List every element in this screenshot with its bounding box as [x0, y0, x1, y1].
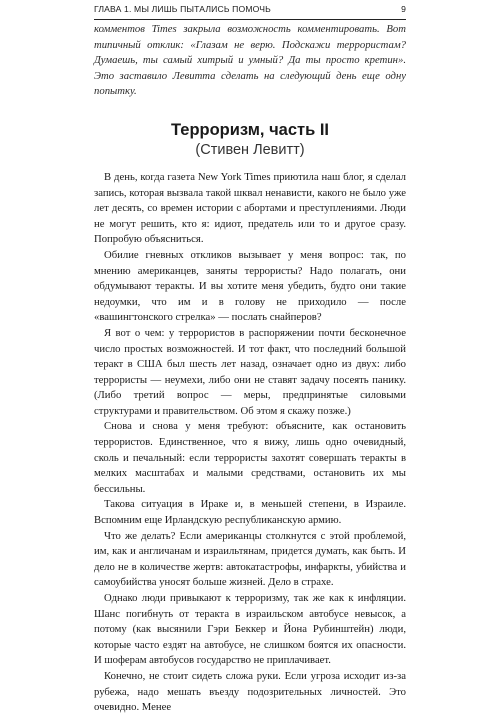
intro-paragraph: комментов Times закрыла возможность комментировать. Вот типичный отклик: «Глазам не верю. Подскажи террористам? Думаешь, ты самый хитрый и умный? Да ты просто кретин». Это заставило Левитта сделать на следующий день еще одну попытку.: [94, 23, 406, 98]
section-spacer: [94, 100, 406, 121]
paragraph: В день, когда газета New York Times приютила наш блог, я сделал запись, которая вызвала такой шквал ненависти, какого не было уже лет десять, со времен истории с абортами и преступлениями. Люди не могут решить, кто я: идиот, предатель или то и другое сразу. Попробую объясниться.: [94, 170, 406, 246]
paragraph: Я вот о чем: у террористов в распоряжении почти бесконечное число простых возможностей. И тот факт, что последний большой теракт в США был шесть лет назад, означает одно из двух: либо террористы — неумехи, либо они не ставят задачу посеять панику. (Либо третий вопрос — меры, предпринятые силовыми структурами и правительством. Об этом я скажу позже.): [94, 326, 406, 417]
page-number: 9: [401, 4, 406, 14]
paragraph: Однако люди привыкают к терроризму, так же как к инфляции. Шанс погибнуть от теракта в израильском автобусе невысок, а потому (как высянили Гэри Беккер и Йона Рубинштейн) люди, которые часто ездят на автобусе, не слишком боятся их опасности. И шоферам автобусов государство не приплачивает.: [94, 592, 406, 667]
chapter-title: ГЛАВА 1. МЫ ЛИШЬ ПЫТАЛИСЬ ПОМОЧЬ: [94, 4, 271, 14]
running-header: [94, 4, 406, 18]
paragraph: Что же делать? Если американцы столкнутся с этой проблемой, им, как и англичанам и израильтянам, придется думать, как быть. И дело не в количестве жертв: автокатастрофы, инфаркты, убийства и самоубийства уносят больше жизней. Дело в страхе.: [94, 529, 406, 589]
header-rule: [94, 19, 406, 20]
paragraph: Снова и снова у меня требуют: объясните, как остановить террористов. Единственное, что я вижу, лишь одно очевидный, сколь и печальный: если террористы захотят совершать теракты в мелких масштабах и малыми средствами, остановить их мы бессильны.: [94, 420, 406, 495]
paragraph: Такова ситуация в Ираке и, в меньшей степени, в Израиле. Вспомним еще Ирландскую республиканскую армию.: [94, 498, 406, 527]
section-subtitle: (Стивен Левитт): [195, 141, 305, 158]
paragraph: Конечно, не стоит сидеть сложа руки. Если угроза исходит из-за рубежа, надо мешать въезду подозрительных личностей. Это очевидно. Менее: [94, 669, 406, 714]
body-text: [94, 22, 406, 716]
section-body: [94, 170, 406, 716]
section-title: Терроризм, часть II: [171, 120, 329, 139]
paragraph: Обилие гневных откликов вызывает у меня вопрос: так, по мнению американцев, заняты террористы? Надо полагать, они обдумывают теракты. И вы хотите меня убедить, будто они такие недоумки, что им и в голову не приходило — после «вашингтонского стрелка» — послать снайперов?: [94, 248, 406, 324]
